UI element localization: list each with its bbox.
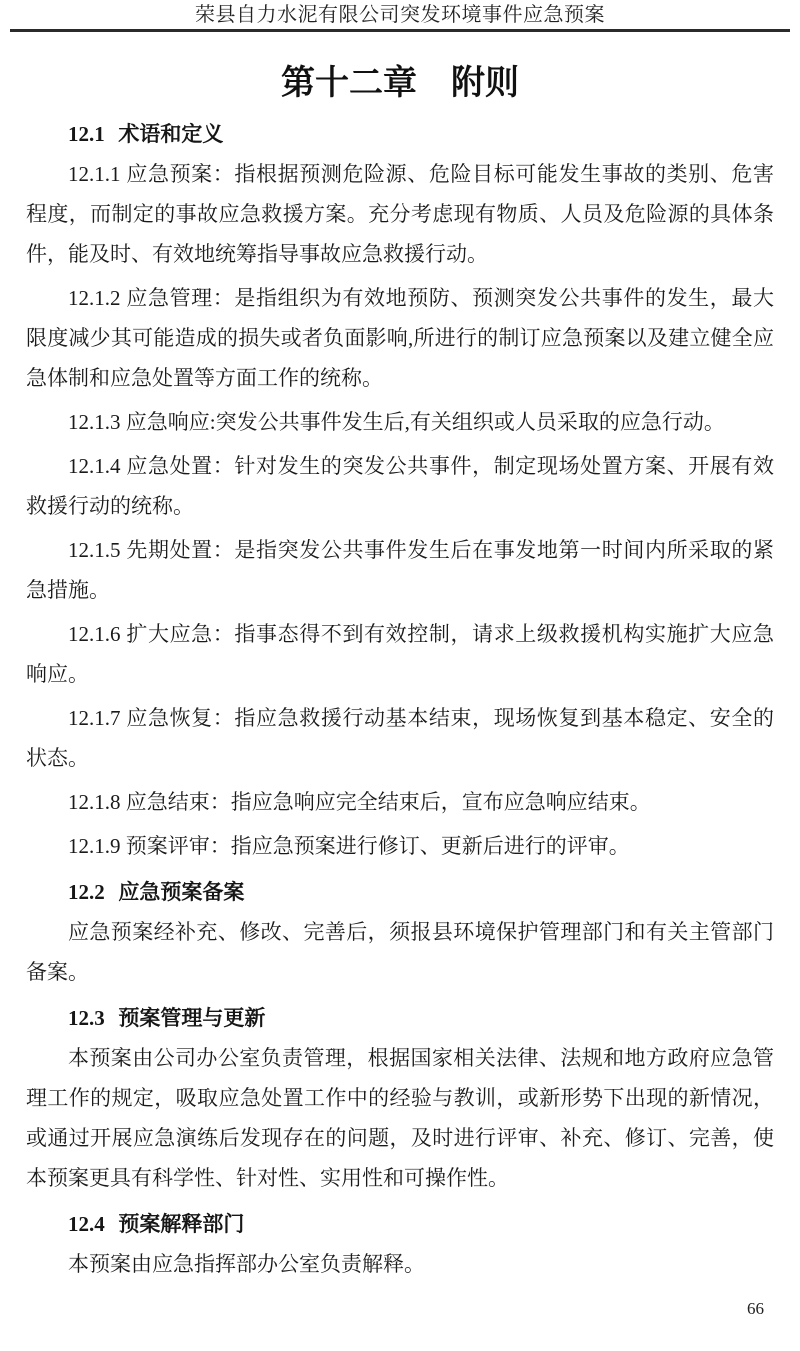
section-title: 应急预案备案: [118, 880, 245, 904]
section-heading-12-4: [26, 1210, 774, 1238]
page-number: 66: [747, 1299, 764, 1318]
section-title: 预案解释部门: [118, 1212, 245, 1236]
section-heading-12-1: [26, 120, 774, 148]
paragraph-12-1-3: 12.1.3 应急响应:突发公共事件发生后,有关组织或人员采取的应急行动。: [68, 410, 725, 434]
paragraph-12-4: 本预案由应急指挥部办公室负责解释。: [68, 1252, 425, 1276]
section-title: 术语和定义: [118, 122, 224, 146]
paragraph-12-1-8: 12.1.8 应急结束：指应急响应完全结束后，宣布应急响应结束。: [68, 790, 651, 814]
paragraph-12-3: 本预案由公司办公室负责管理，根据国家相关法律、法规和地方政府应急管理工作的规定，吸取应急处置工作中的经验与教训，或新形势下出现的新情况，或通过开展应急演练后发现存在的问题，及时进行评审、补充、修订、完善，使本预案更具有科学性、针对性、实用性和可操作性。: [26, 1046, 774, 1190]
header-title: 荣县自力水泥有限公司突发环境事件应急预案: [195, 4, 605, 26]
paragraph-12-1-2: 12.1.2 应急管理：是指组织为有效地预防、预测突发公共事件的发生，最大限度减少其可能造成的损失或者负面影响,所进行的制订应急预案以及建立健全应急体制和应急处置等方面工作的统称。: [26, 286, 774, 390]
document-header: [0, 0, 800, 32]
chapter-title: 第十二章 附则: [281, 65, 519, 102]
section-number: 12.2: [68, 880, 105, 904]
paragraph-12-1-4: 12.1.4 应急处置：针对发生的突发公共事件，制定现场处置方案、开展有效救援行动的统称。: [26, 454, 774, 518]
paragraph-12-1-9: 12.1.9 预案评审：指应急预案进行修订、更新后进行的评审。: [68, 834, 630, 858]
paragraph-12-1-5: 12.1.5 先期处置：是指突发公共事件发生后在事发地第一时间内所采取的紧急措施。: [26, 538, 774, 602]
paragraph-12-1-1: 12.1.1 应急预案：指根据预测危险源、危险目标可能发生事故的类别、危害程度，而制定的事故应急救援方案。充分考虑现有物质、人员及危险源的具体条件，能及时、有效地统筹指导事故应急救援行动。: [26, 162, 774, 266]
section-number: 12.4: [68, 1212, 105, 1236]
paragraph-12-1-7: 12.1.7 应急恢复：指应急救援行动基本结束，现场恢复到基本稳定、安全的状态。: [26, 706, 774, 770]
paragraph-12-2: 应急预案经补充、修改、完善后，须报县环境保护管理部门和有关主管部门备案。: [26, 920, 774, 984]
section-number: 12.1: [68, 122, 105, 146]
section-heading-12-2: [26, 878, 774, 906]
section-number: 12.3: [68, 1006, 105, 1030]
section-heading-12-3: [26, 1004, 774, 1032]
document-body: [0, 62, 800, 1284]
section-title: 预案管理与更新: [118, 1006, 266, 1030]
header-rule: [10, 29, 790, 32]
paragraph-12-1-6: 12.1.6 扩大应急：指事态得不到有效控制，请求上级救援机构实施扩大应急响应。: [26, 622, 774, 686]
